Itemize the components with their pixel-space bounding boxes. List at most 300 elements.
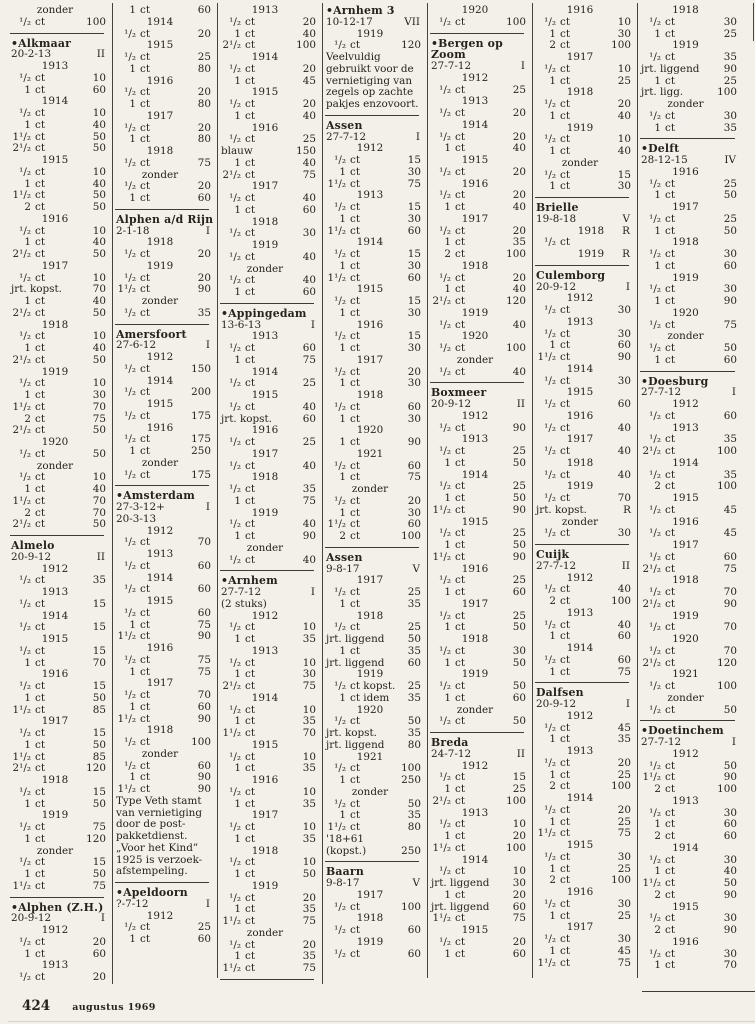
denomination-unit: ct <box>245 797 255 810</box>
denomination-unit: ct <box>350 248 360 260</box>
denomination-unit: ct <box>35 330 45 343</box>
denomination-unit: ct <box>245 821 255 833</box>
denomination-unit: ct <box>350 177 360 190</box>
denomination-unit: ct <box>665 409 675 422</box>
price-value: 70 <box>92 506 106 519</box>
denomination-amount: ¹/₂ <box>229 553 241 566</box>
price-row <box>115 249 217 261</box>
denomination-amount: 2¹/₂ <box>12 306 31 319</box>
denomination-amount: 1¹/₂ <box>537 351 556 363</box>
price-row <box>10 869 112 881</box>
denomination-unit: ct <box>35 762 45 775</box>
price-value: 25 <box>197 51 211 63</box>
price-value: 60 <box>302 203 316 216</box>
denomination-unit: ct <box>140 933 150 945</box>
denomination-unit: ct <box>455 165 465 178</box>
denomination-amount: 2¹/₂ <box>12 518 31 531</box>
denomination-amount: 1 <box>654 818 661 831</box>
price-row <box>640 64 743 76</box>
price-row <box>640 831 743 843</box>
denomination-amount: ¹/₂ <box>229 342 241 354</box>
denomination-unit: ct <box>140 386 150 399</box>
denomination-amount: ¹/₂ <box>229 703 241 716</box>
denomination-unit: ct <box>560 780 570 793</box>
price-row <box>10 343 112 355</box>
denomination-unit: ct <box>245 353 255 366</box>
price-value: 50 <box>92 201 106 213</box>
price-value: 80 <box>407 821 421 833</box>
price-value: 120 <box>86 832 106 845</box>
price-value: 20 <box>302 15 316 28</box>
denomination-amount: 1 <box>654 865 661 878</box>
price-row <box>220 963 322 975</box>
price-value: 10 <box>617 62 631 75</box>
year-label: 1913 <box>356 189 384 202</box>
denomination-amount: ¹/₂ <box>19 574 31 587</box>
year-label: 1919 <box>41 809 69 822</box>
denomination-unit: ct <box>245 168 255 181</box>
price-row <box>220 822 322 834</box>
denomination-amount: 1 <box>234 27 241 40</box>
entry-header <box>430 737 532 761</box>
denomination-amount: 1 <box>654 27 661 40</box>
entry-date: 27-7-12 <box>431 60 472 72</box>
year-label: 1917 <box>356 353 384 366</box>
denomination-amount: ¹/₂ <box>229 377 241 390</box>
year-label: 1915 <box>251 86 279 99</box>
denomination-unit: ct <box>35 424 45 437</box>
denomination-amount: ¹/₂ <box>229 750 241 763</box>
denomination-amount: ¹/₂ <box>439 818 451 831</box>
denomination-unit: ct <box>245 530 255 542</box>
denomination-unit: ct <box>560 583 570 596</box>
denomination-unit: ct <box>455 445 465 457</box>
denomination-amount: 1 <box>444 283 451 296</box>
year-label: 1912 <box>461 759 489 772</box>
denomination-amount: 1 <box>549 815 556 828</box>
section-divider <box>115 485 209 486</box>
year-label: 1915 <box>146 39 174 52</box>
price-value: 75 <box>197 653 211 666</box>
price-row <box>10 728 112 740</box>
entry-date-line <box>640 737 743 749</box>
entry-type-mark: IV <box>724 154 736 166</box>
denomination-amount: 2¹/₂ <box>12 248 31 260</box>
year-label: 1917 <box>41 715 69 728</box>
denomination-amount: 1 <box>339 436 346 448</box>
denomination-amount: 1¹/₂ <box>117 783 136 795</box>
denomination-unit: ct <box>350 459 360 472</box>
price-row <box>430 784 532 796</box>
price-value: 15 <box>407 330 421 343</box>
page-bottom-edge <box>8 1021 755 1022</box>
price-value: 40 <box>617 468 631 481</box>
price-row <box>325 167 427 179</box>
denomination-amount: ¹/₂ <box>439 445 451 457</box>
denomination-amount: ¹/₂ <box>544 583 556 596</box>
year-label: zonder <box>561 515 599 528</box>
price-row <box>535 528 637 540</box>
year-label: 1917 <box>251 809 279 822</box>
price-value: 25 <box>617 909 631 922</box>
price-row <box>430 646 532 658</box>
year-label: 1916 <box>41 212 69 225</box>
price-row <box>10 646 112 658</box>
price-value: 100 <box>506 15 526 28</box>
year-label: zonder <box>667 691 704 704</box>
price-row <box>220 634 322 646</box>
price-value: 100 <box>506 342 526 354</box>
denomination-amount: ¹/₂ <box>649 433 661 446</box>
denomination-amount: ¹/₂ <box>229 62 241 75</box>
price-value: 60 <box>512 586 526 598</box>
denomination-amount: 1 <box>339 691 346 704</box>
denomination-amount: 1 <box>24 177 31 190</box>
denomination-unit: ct <box>560 374 570 387</box>
denomination-unit: ct <box>35 224 45 237</box>
denomination-amount: ¹/₂ <box>19 621 31 634</box>
denomination-unit: ct <box>560 236 570 249</box>
price-value: 25 <box>723 177 737 190</box>
price-row <box>10 73 112 85</box>
price-value: R <box>623 503 631 516</box>
denomination-unit: ct <box>560 862 570 875</box>
year-label: 1913 <box>251 644 279 657</box>
denomination-unit: ct <box>245 553 255 566</box>
denomination-unit: ct <box>245 856 255 869</box>
denomination-amount: ¹/₂ <box>544 492 556 504</box>
price-value: 50 <box>92 738 106 751</box>
price-row <box>325 834 427 846</box>
year-label: zonder <box>351 785 389 798</box>
entry-header <box>115 214 217 238</box>
year-label: 1917 <box>251 180 279 193</box>
price-row <box>220 787 322 799</box>
denomination-unit: ct <box>665 353 675 366</box>
price-row <box>430 493 532 505</box>
denomination-unit: ct <box>665 947 675 960</box>
denomination-amount: ¹/₂ <box>544 933 556 945</box>
denomination-unit: ct <box>455 586 465 598</box>
year-label: 1914 <box>566 792 594 804</box>
denomination-unit: ct <box>350 224 360 237</box>
price-value: 60 <box>723 818 737 831</box>
row-label: jrt. ligg. <box>641 86 684 99</box>
denomination-unit: ct <box>665 680 675 692</box>
price-value: 50 <box>512 539 526 551</box>
denomination-unit: ct <box>665 888 675 901</box>
denomination-unit: ct <box>350 797 360 810</box>
year-label: 1916 <box>251 774 279 786</box>
entry-header <box>220 575 322 610</box>
denomination-amount: 2 <box>654 480 661 493</box>
denomination-amount: ¹/₂ <box>544 236 556 249</box>
price-value: 35 <box>723 468 737 481</box>
denomination-amount: ¹/₂ <box>19 785 31 798</box>
denomination-unit: ct <box>35 797 45 810</box>
price-row <box>115 5 217 17</box>
denomination-amount: 1 <box>129 192 136 204</box>
price-value: 60 <box>723 550 737 563</box>
denomination-amount: 1 <box>234 109 241 122</box>
denomination-unit: ct <box>455 888 465 901</box>
denomination-unit: ct <box>35 177 45 190</box>
denomination-amount: 2 <box>654 830 661 842</box>
denomination-amount: 1¹/₂ <box>432 841 451 854</box>
denomination-amount: 1 <box>444 830 451 842</box>
denomination-amount: 2¹/₂ <box>222 168 241 181</box>
price-row <box>640 587 743 599</box>
section-divider <box>115 209 209 210</box>
year-label: 1918 <box>251 471 279 484</box>
denomination-amount: 1¹/₂ <box>12 879 31 892</box>
row-label: (kopst.) <box>326 844 367 857</box>
denomination-unit: ct <box>245 703 255 716</box>
price-value: 100 <box>506 794 526 807</box>
denomination-unit: ct <box>350 621 360 634</box>
price-value: 25 <box>723 212 737 225</box>
price-value: 30 <box>723 947 737 960</box>
denomination-unit: ct <box>140 559 150 572</box>
year-label: 1919 <box>566 480 594 493</box>
denomination-unit: ct <box>560 304 570 316</box>
price-value: 90 <box>197 783 211 795</box>
entry-date: ?-7-12 <box>116 897 149 910</box>
denomination-amount: ¹/₂ <box>649 947 661 960</box>
entry-type-mark: I <box>520 60 525 72</box>
entry-name: •Amsterdam <box>116 489 195 503</box>
price-value: 100 <box>611 874 631 887</box>
denomination-amount: 1¹/₂ <box>12 494 31 507</box>
denomination-amount: ¹/₂ <box>439 421 451 434</box>
year-label: 1915 <box>672 900 699 913</box>
year-label: 1914 <box>566 642 594 654</box>
year-label: 1919 <box>461 306 489 319</box>
denomination-unit: ct <box>35 727 45 739</box>
denomination-amount: 1 <box>234 715 241 728</box>
price-value: 75 <box>617 956 631 969</box>
denomination-amount: ¹/₂ <box>439 83 451 96</box>
entry-name: Baarn <box>326 865 364 879</box>
price-row <box>535 446 637 458</box>
denomination-unit: ct <box>455 492 465 504</box>
denomination-unit: ct <box>665 759 675 772</box>
denomination-unit: ct <box>665 295 675 307</box>
year-label: 1919 <box>356 668 384 681</box>
entry-header <box>535 202 637 226</box>
price-value: 75 <box>723 318 737 331</box>
denomination-amount: ¹/₂ <box>229 98 241 110</box>
year-label: 1919 <box>356 935 384 948</box>
denomination-amount: 1 <box>549 74 556 87</box>
year-label: 1917 <box>356 888 384 901</box>
denomination-amount: ¹/₂ <box>439 365 451 378</box>
denomination-unit: ct <box>350 412 360 425</box>
price-value: 35 <box>302 483 316 495</box>
price-value: 100 <box>611 595 631 607</box>
price-row <box>325 587 427 599</box>
denomination-amount: 1 <box>24 342 31 354</box>
section-divider <box>10 535 104 536</box>
section-divider <box>325 861 419 862</box>
year-label: 1916 <box>672 515 699 528</box>
denomination-unit: ct <box>245 109 255 122</box>
price-value: 75 <box>197 665 211 678</box>
year-label: 1921 <box>356 447 384 460</box>
price-row <box>10 402 112 414</box>
entry-name: •Alkmaar <box>11 36 72 50</box>
price-row <box>10 120 112 132</box>
year-label: 1920 <box>356 424 384 437</box>
section-divider <box>325 115 419 116</box>
denomination-unit: ct <box>455 130 465 143</box>
year-label: 1914 <box>146 571 174 584</box>
denomination-amount: ¹/₂ <box>19 597 31 610</box>
year-label: 1914 <box>251 691 279 704</box>
price-value: 35 <box>302 950 316 963</box>
price-value: 20 <box>512 888 526 901</box>
denomination-unit: ct <box>140 98 150 110</box>
denomination-amount: 1¹/₂ <box>432 912 451 925</box>
entry-type-mark: I <box>100 912 105 925</box>
price-row <box>640 705 743 717</box>
price-row <box>10 834 112 846</box>
entry-date: 9-8-17 <box>326 562 360 575</box>
denomination-amount: 1 <box>549 339 556 352</box>
denomination-unit: ct <box>245 274 255 287</box>
denomination-unit: ct <box>455 715 465 728</box>
price-row <box>640 878 743 890</box>
price-row <box>10 681 112 693</box>
denomination-unit: ct <box>245 227 255 240</box>
price-row <box>640 214 743 226</box>
price-value: 15 <box>407 295 421 307</box>
price-value: 80 <box>197 62 211 75</box>
year-label: 1917 <box>566 433 594 446</box>
denomination-amount: 1 <box>234 668 241 681</box>
price-value: 35 <box>407 644 421 657</box>
price-row <box>10 249 112 261</box>
price-value: 60 <box>407 656 421 669</box>
denomination-amount: ¹/₂ <box>124 921 136 934</box>
denomination-amount: ¹/₂ <box>334 154 346 166</box>
denomination-unit: ct <box>35 703 45 716</box>
price-row <box>10 937 112 949</box>
denomination-amount: 1 <box>234 353 241 366</box>
price-row <box>10 787 112 799</box>
denomination-amount: ¹/₂ <box>439 574 451 587</box>
price-row <box>220 111 322 123</box>
denomination-unit: ct <box>455 794 465 807</box>
price-value: 100 <box>611 39 631 52</box>
denomination-amount: ¹/₂ <box>439 715 451 728</box>
denomination-unit: ct <box>665 445 675 457</box>
price-value: 120 <box>401 39 421 52</box>
price-value: 30 <box>617 304 631 316</box>
price-value: 30 <box>302 227 316 240</box>
denomination-unit: ct <box>140 689 150 701</box>
price-row <box>640 446 743 458</box>
denomination-amount: 1 <box>339 259 346 272</box>
denomination-amount: 2¹/₂ <box>642 597 661 610</box>
denomination-unit: ct <box>35 400 45 413</box>
year-label: 1912 <box>672 747 699 760</box>
price-value: 90 <box>197 771 211 784</box>
denomination-unit: ct <box>35 971 45 983</box>
year-label: 1919 <box>672 609 699 622</box>
year-label: zonder <box>36 4 74 16</box>
denomination-unit: ct <box>35 856 45 869</box>
denomination-amount: ¹/₂ <box>439 318 451 331</box>
denomination-unit: ct <box>140 783 150 795</box>
denomination-unit: ct <box>350 597 360 610</box>
year-label: zonder <box>351 483 389 495</box>
denomination-unit: ct <box>665 27 675 40</box>
price-value: 15 <box>512 771 526 784</box>
price-value: 100 <box>401 762 421 775</box>
denomination-amount: ¹/₂ <box>649 318 661 331</box>
entry-name: Culemborg <box>536 268 606 282</box>
price-row <box>640 123 743 135</box>
denomination-amount: 1 <box>24 868 31 880</box>
denomination-unit: ct <box>665 703 675 716</box>
price-value: 20 <box>617 803 631 816</box>
price-value: 20 <box>512 189 526 202</box>
price-row <box>115 702 217 714</box>
denomination-unit: ct <box>455 421 465 434</box>
price-value: 20 <box>407 494 421 507</box>
entry-name: •Delft <box>641 142 680 156</box>
denomination-unit: ct <box>140 306 150 319</box>
entry-date: 27-7-12 <box>641 736 682 748</box>
price-value: 35 <box>407 597 421 610</box>
price-row <box>430 343 532 355</box>
price-value: 50 <box>92 142 106 155</box>
denomination-amount: ¹/₂ <box>229 400 241 413</box>
denomination-amount: ¹/₂ <box>229 656 241 669</box>
price-value: 15 <box>92 644 106 657</box>
denomination-amount: 2 <box>549 874 556 887</box>
price-value: 20 <box>512 935 526 948</box>
denomination-amount: ¹/₂ <box>439 680 451 692</box>
denomination-unit: ct <box>35 236 45 249</box>
section-divider <box>535 265 629 266</box>
denomination-unit: ct <box>140 133 150 146</box>
denomination-unit: ct <box>665 318 675 331</box>
denomination-unit: ct <box>140 271 150 284</box>
denomination-amount: ¹/₂ <box>439 935 451 948</box>
year-label: 1914 <box>251 51 279 63</box>
price-value: 10 <box>302 785 316 798</box>
denomination-unit: ct <box>560 815 570 828</box>
price-value: 25 <box>617 74 631 87</box>
price-value: 60 <box>92 947 106 960</box>
denomination-unit: ct <box>560 168 570 181</box>
price-row <box>115 934 217 946</box>
entry-date: 20-9-12 <box>11 550 52 563</box>
price-value: 10 <box>512 865 526 878</box>
price-value: 40 <box>617 583 631 596</box>
price-row <box>115 470 217 482</box>
denomination-amount: ¹/₂ <box>544 850 556 863</box>
denomination-amount: ¹/₂ <box>649 109 661 122</box>
denomination-amount: ¹/₂ <box>124 468 136 481</box>
price-row <box>640 925 743 937</box>
entry-name: Dalfsen <box>536 686 584 700</box>
price-value: 60 <box>197 759 211 772</box>
denomination-unit: ct <box>245 250 255 263</box>
price-value: 50 <box>512 456 526 469</box>
